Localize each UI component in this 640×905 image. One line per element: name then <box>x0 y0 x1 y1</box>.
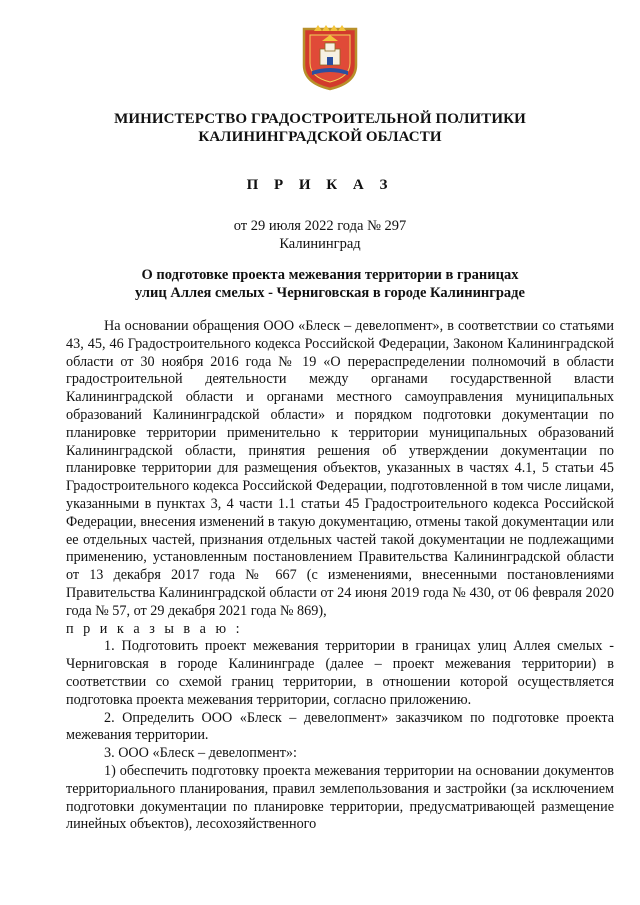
document-subject <box>60 266 600 302</box>
ministry-line-2: КАЛИНИНГРАДСКОЙ ОБЛАСТИ <box>198 129 442 145</box>
item-3-paragraph: 3. ООО «Блеск – девелопмент»: <box>104 745 297 762</box>
document-body <box>66 318 614 834</box>
subject-line-2: улиц Аллея смелых - Черниговская в городе Калининграде <box>135 285 525 301</box>
document-date-block <box>60 217 580 253</box>
ministry-title <box>60 110 580 146</box>
coat-of-arms-icon <box>298 25 362 91</box>
item-3-1-paragraph: 1) обеспечить подготовку проекта межевания территории на основании документов территориального планирования, правил землепользования и застройки (за исключением подготовки документации по планировке территории, предусматривающей размещение линейных объектов), лесохозяйственного <box>66 762 614 833</box>
document-date-number: от 29 июля 2022 года № 297 <box>233 218 407 234</box>
ministry-line-1: МИНИСТЕРСТВО ГРАДОСТРОИТЕЛЬНОЙ ПОЛИТИКИ <box>114 111 526 127</box>
document-type: П Р И К А З <box>246 177 394 193</box>
item-1-paragraph: 1. Подготовить проект межевания территории в границах улиц Аллея смелых - Черниговская в городе Калининграде (далее – проект межевания территории) в соответствии со схемой границ территории, в отношении которой осуществляется подготовка проекта межевания территории, согласно приложению. <box>66 638 614 708</box>
document-city: Калининград <box>279 236 361 252</box>
preamble-paragraph: На основании обращения ООО «Блеск – девелопмент», в соответствии со статьями 43, 45, 46 Градостроительного кодекса Российской Федерации, Законом Калининградской области от 30 ноября 2016 года № 19 «О перераспределении полномочий в области градостроительной деятельности между органами государственной власти Калининградской области и органами местного самоуправления муниципальных образований Калининградской области» и порядком подготовки документации по планировке территории применительно к территории муниципальных образований Калининградской области, принятия решения об утверждении документации по планировке территории для размещения объектов, указанных в частях 4.1, 5 статьи 45 Градостроительного кодекса Российской Федерации, подготовленной в том числе лицами, указанными в пунктах 3, 4 части 1.1 статьи 45 Градостроительного кодекса Российской Федерации, внесения изменений в такую документацию, отмены такой документации или ее отдельных частей, признания отдельных частей такой документации не подлежащими применению, установленным постановлением Правительства Калининградской области от 13 декабря 2017 года № 667 (с изменениями, внесенными постановлениями Правительства Калининградской области от 24 июня 2019 года № 430, от 06 февраля 2020 года № 57, от 29 декабря 2021 года № 869), <box>66 318 614 619</box>
item-2-paragraph: 2. Определить ООО «Блеск – девелопмент» заказчиком по подготовке проекта межевания территории. <box>66 709 614 744</box>
subject-line-1: О подготовке проекта межевания территории в границах <box>141 267 519 283</box>
order-word: п р и к а з ы в а ю : <box>66 620 243 637</box>
